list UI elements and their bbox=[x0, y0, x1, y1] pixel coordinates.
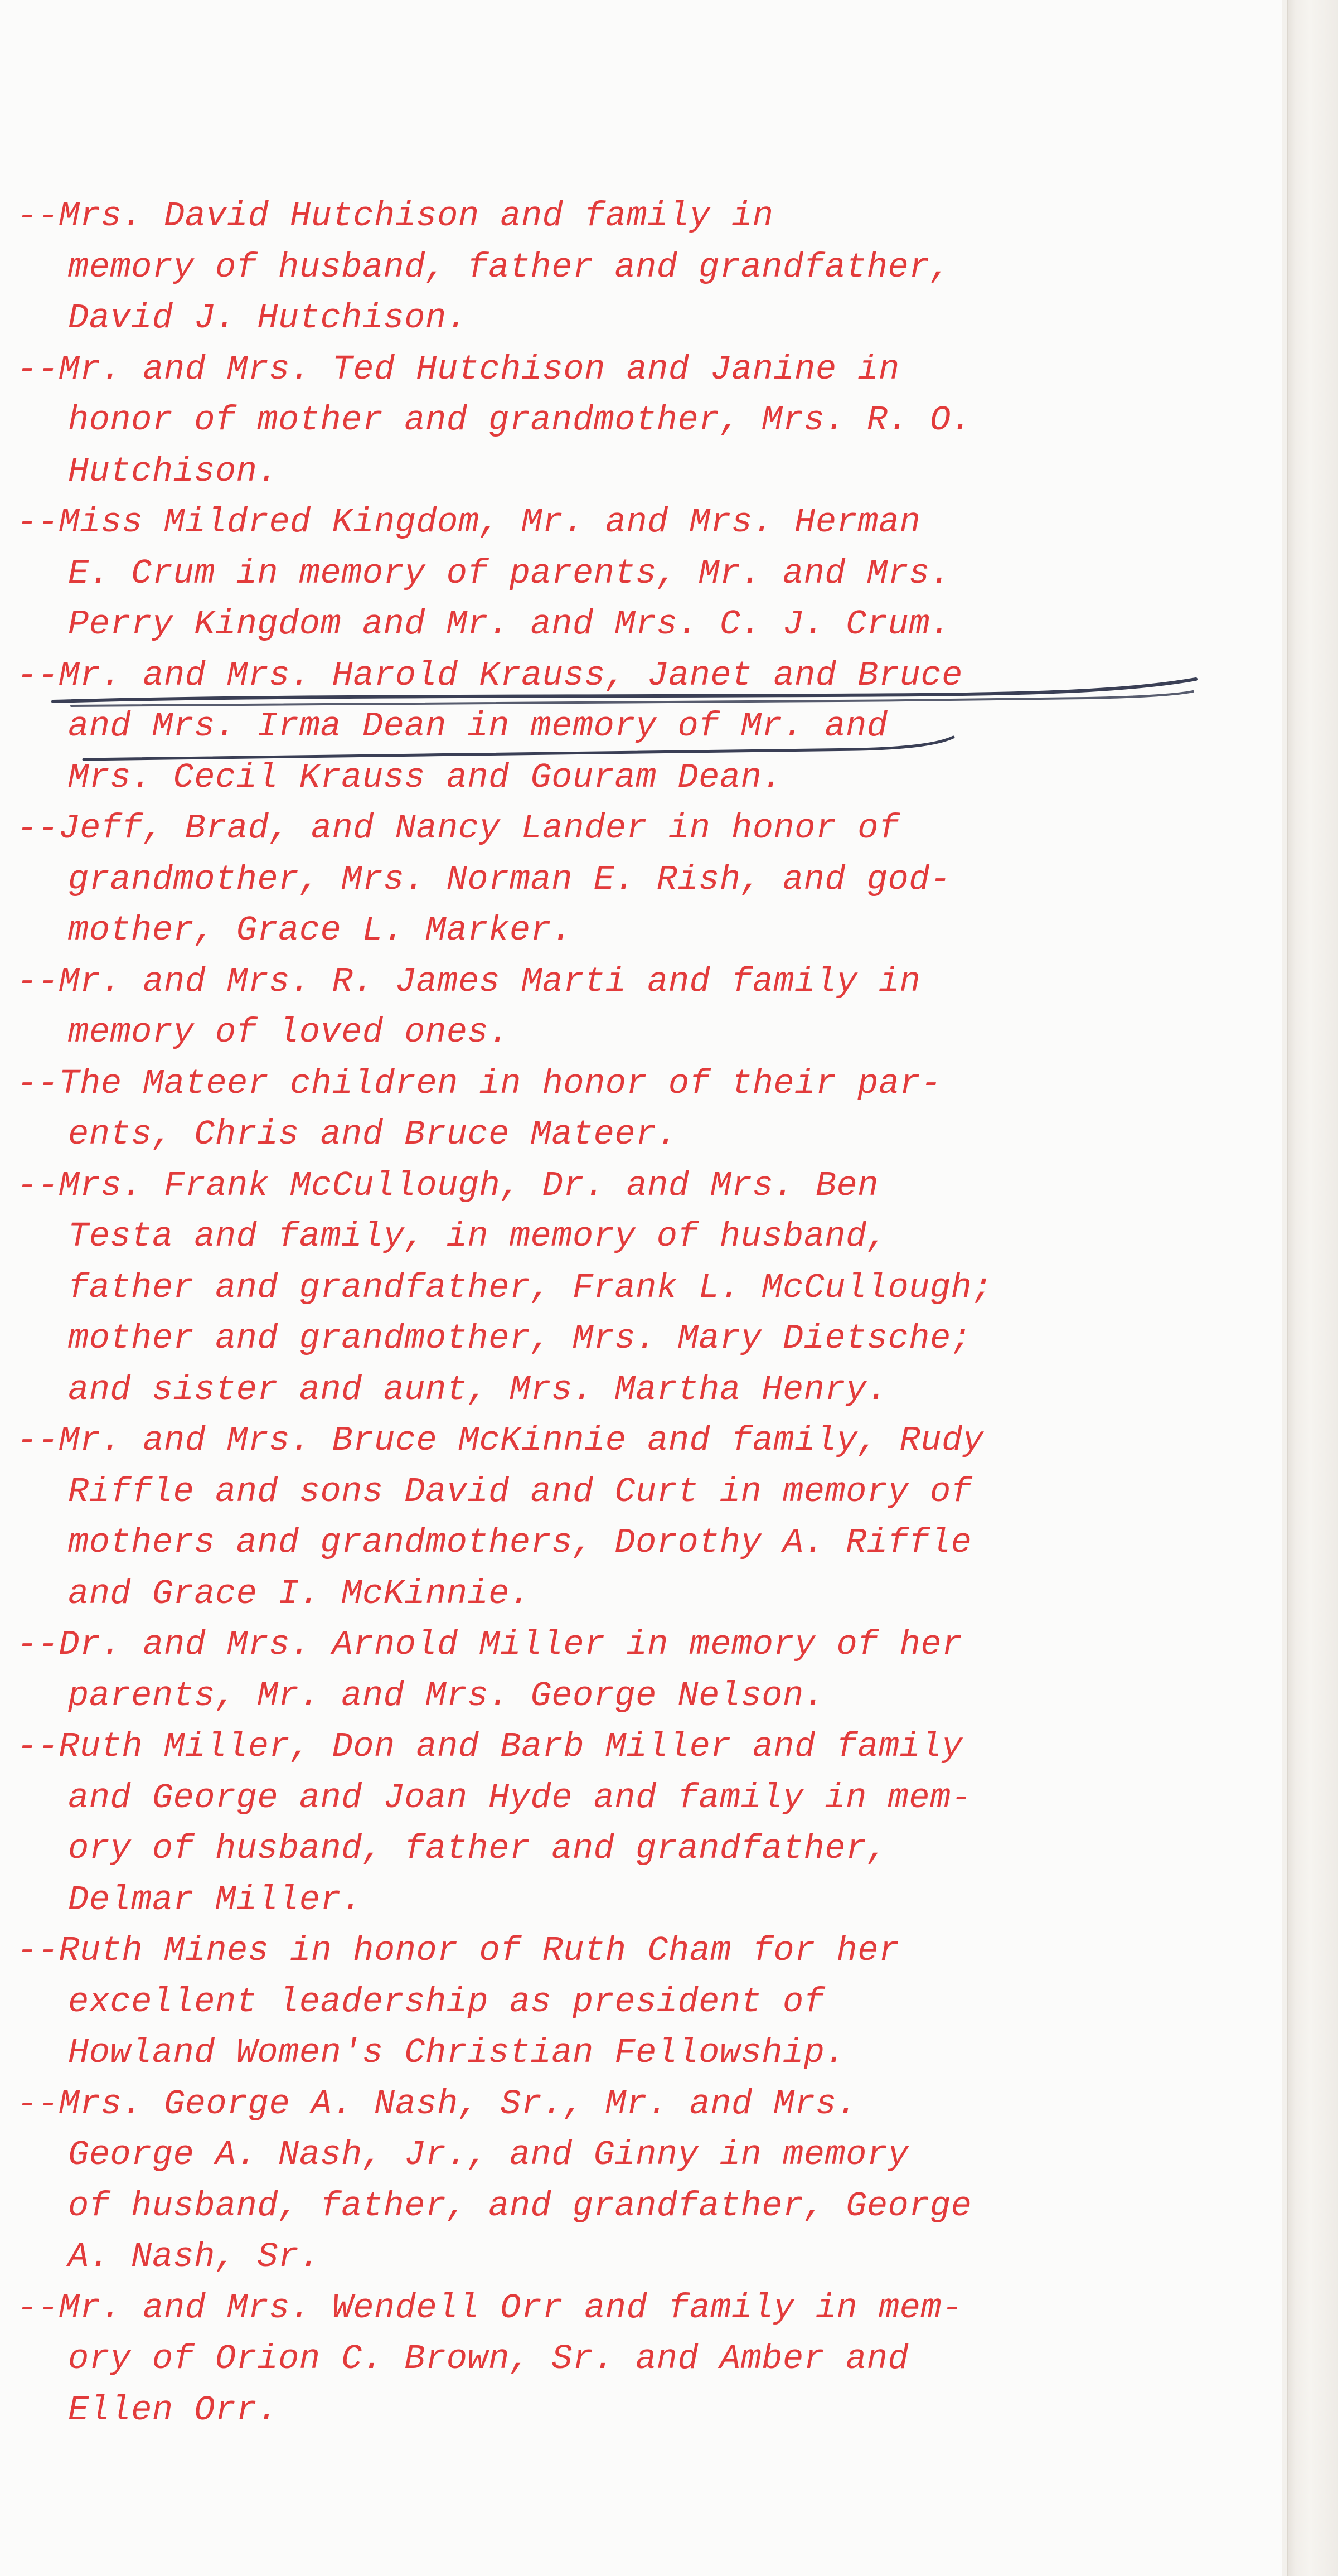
entry-line: --Mr. and Mrs. Bruce McKinnie and family, Rudy bbox=[17, 1421, 984, 1460]
entry-line: --Mr. and Mrs. Harold Krauss, Janet and Bruce bbox=[17, 655, 963, 695]
entry-line: Ellen Orr. bbox=[68, 2390, 279, 2430]
list-item bbox=[17, 344, 1271, 497]
entry-line: ents, Chris and Bruce Mateer. bbox=[68, 1115, 678, 1154]
entry-line: parents, Mr. and Mrs. George Nelson. bbox=[68, 1676, 825, 1716]
entry-line: --Mrs. David Hutchison and family in bbox=[17, 196, 774, 236]
entry-line: and George and Joan Hyde and family in mem- bbox=[68, 1778, 972, 1818]
entry-line: mother and grandmother, Mrs. Mary Dietsche; bbox=[68, 1319, 972, 1358]
entry-line: --Mr. and Mrs. R. James Marti and family in bbox=[17, 961, 921, 1001]
paper-shadow bbox=[1288, 0, 1338, 2576]
entry-line: and sister and aunt, Mrs. Martha Henry. bbox=[68, 1369, 888, 1410]
entry-line: --Mrs. George A. Nash, Sr., Mr. and Mrs. bbox=[17, 2084, 858, 2124]
list-item bbox=[17, 2283, 1271, 2436]
list-item bbox=[17, 1721, 1271, 1925]
entry-line: E. Crum in memory of parents, Mr. and Mrs. bbox=[68, 553, 951, 593]
entry-line: excellent leadership as president of bbox=[68, 1982, 825, 2022]
list-item bbox=[17, 1160, 1271, 1416]
entry-line: ory of husband, father and grandfather, bbox=[68, 1829, 888, 1868]
memorial-list bbox=[17, 191, 1271, 2435]
entry-line: and Grace I. McKinnie. bbox=[68, 1573, 531, 1614]
entry-line: mothers and grandmothers, Dorothy A. Riffle bbox=[68, 1523, 972, 1562]
entry-line: --Mr. and Mrs. Wendell Orr and family in mem- bbox=[17, 2288, 963, 2328]
entry-line: --Mrs. Frank McCullough, Dr. and Mrs. Ben bbox=[17, 1165, 879, 1205]
list-item bbox=[17, 650, 1271, 803]
list-item bbox=[17, 803, 1271, 956]
list-item bbox=[17, 956, 1271, 1058]
entry-line: father and grandfather, Frank L. McCullough; bbox=[68, 1267, 993, 1308]
entry-line: --Dr. and Mrs. Arnold Miller in memory of her bbox=[17, 1625, 963, 1664]
entry-line: George A. Nash, Jr., and Ginny in memory bbox=[68, 2135, 909, 2175]
entry-line: Mrs. Cecil Krauss and Gouram Dean. bbox=[68, 757, 783, 797]
entry-line: Delmar Miller. bbox=[68, 1880, 362, 1920]
entry-line: --Jeff, Brad, and Nancy Lander in honor of bbox=[17, 808, 900, 848]
paper-edge bbox=[1282, 0, 1288, 2576]
entry-line: memory of husband, father and grandfather, bbox=[68, 247, 951, 287]
entry-line: --The Mateer children in honor of their par- bbox=[17, 1063, 942, 1103]
entry-line: Perry Kingdom and Mr. and Mrs. C. J. Crum. bbox=[68, 604, 951, 644]
entry-line: --Ruth Mines in honor of Ruth Cham for her bbox=[17, 1931, 900, 1970]
list-item bbox=[17, 191, 1271, 344]
entry-line: --Miss Mildred Kingdom, Mr. and Mrs. Herman bbox=[17, 502, 921, 542]
entry-line: mother, Grace L. Marker. bbox=[68, 911, 573, 950]
entry-line: Howland Women's Christian Fellowship. bbox=[68, 2033, 846, 2073]
list-item bbox=[17, 1619, 1271, 1721]
entry-line: David J. Hutchison. bbox=[68, 298, 468, 338]
entry-line: memory of loved ones. bbox=[68, 1013, 510, 1052]
list-item bbox=[17, 497, 1271, 650]
list-item bbox=[17, 2079, 1271, 2283]
list-item bbox=[17, 1058, 1271, 1160]
entry-line: A. Nash, Sr. bbox=[68, 2237, 321, 2277]
entry-line: grandmother, Mrs. Norman E. Rish, and god- bbox=[68, 859, 951, 899]
entry-line: of husband, father, and grandfather, George bbox=[68, 2186, 972, 2226]
entry-line: and Mrs. Irma Dean in memory of Mr. and bbox=[68, 706, 888, 746]
entry-line: Hutchison. bbox=[68, 451, 279, 491]
list-item bbox=[17, 1925, 1271, 2079]
entry-line: ory of Orion C. Brown, Sr. and Amber and bbox=[68, 2339, 909, 2379]
entry-line: Testa and family, in memory of husband, bbox=[68, 1217, 888, 1256]
entry-line: honor of mother and grandmother, Mrs. R. O. bbox=[68, 400, 972, 440]
entry-line: --Mr. and Mrs. Ted Hutchison and Janine in bbox=[17, 349, 900, 389]
entry-line: Riffle and sons David and Curt in memory of bbox=[68, 1471, 972, 1512]
entry-line: --Ruth Miller, Don and Barb Miller and family bbox=[17, 1727, 963, 1766]
list-item bbox=[17, 1415, 1271, 1619]
